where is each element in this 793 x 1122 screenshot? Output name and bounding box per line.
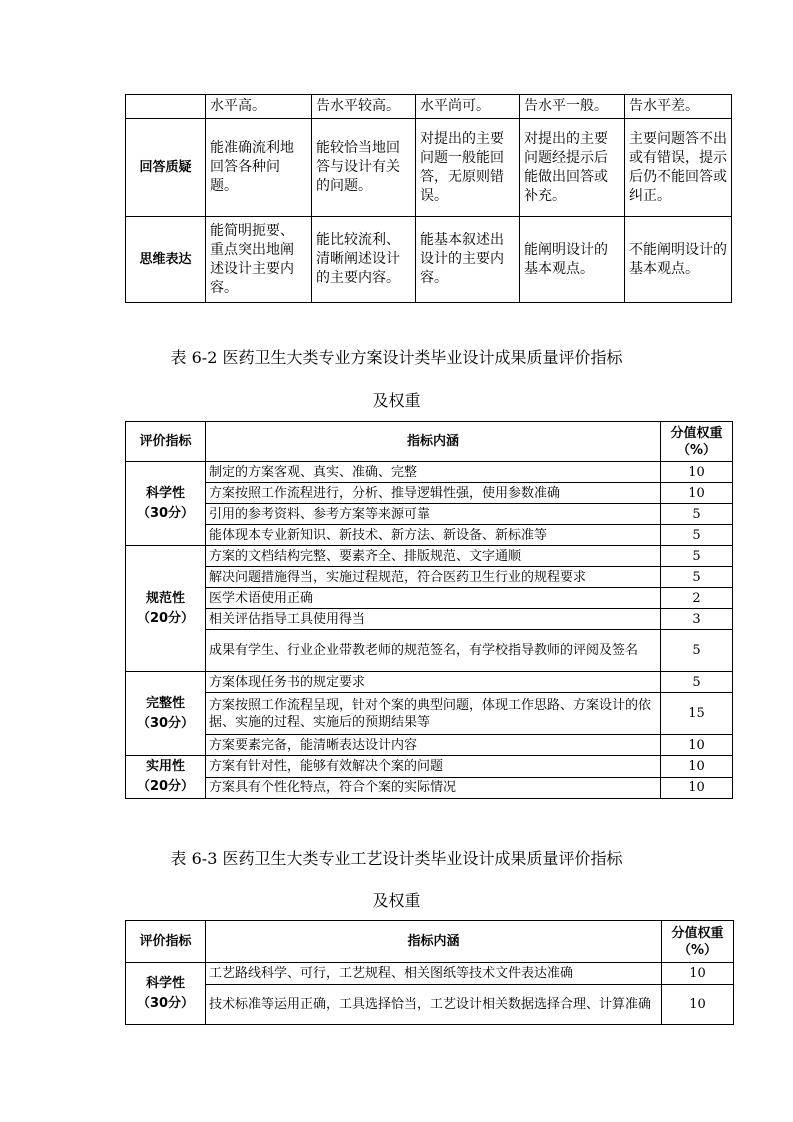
weight-cell: 5 (661, 525, 733, 546)
table-row (126, 546, 733, 567)
table-header-row (126, 921, 734, 963)
content-cell: 能体现本专业新知识、新技术、新方法、新设备、新标准等 (206, 525, 661, 546)
criterion-score: （30分） (136, 715, 195, 731)
table-row (126, 630, 733, 672)
content-cell: 技术标准等运用正确，工具选择恰当，工艺设计相关数据选择合理、计算准确 (206, 985, 662, 1025)
content-cell: 方案具有个性化特点，符合个案的实际情况 (206, 777, 661, 799)
table-row (126, 672, 733, 693)
criterion-name: 科学性 (145, 485, 185, 501)
criterion-cell (126, 963, 206, 1025)
header-content: 指标内涵 (206, 422, 661, 462)
table-cell: 对提出的主要问题经提示后能做出回答或补充。 (520, 119, 625, 217)
content-cell: 解决问题措施得当，实施过程规范，符合医药卫生行业的规程要求 (206, 567, 661, 588)
table-row (126, 483, 733, 504)
header-weight: 分值权重（%） (661, 422, 733, 462)
table-cell: 不能阐明设计的基本观点。 (625, 217, 732, 303)
table-cell: 能较恰当地回答与设计有关的问题。 (312, 119, 416, 217)
header-criterion: 评价指标 (126, 422, 206, 462)
weight-cell: 15 (661, 693, 733, 735)
content-cell: 相关评估指导工具使用得当 (206, 609, 661, 630)
table-row (126, 217, 732, 303)
criterion-cell (126, 672, 206, 756)
table-cell: 对提出的主要问题一般能回答，无原则错误。 (416, 119, 520, 217)
table-row (126, 95, 732, 119)
weight-cell: 10 (661, 756, 733, 778)
table-cell: 告水平差。 (625, 95, 732, 119)
table-cell: 告水平一般。 (520, 95, 625, 119)
criterion-cell (126, 756, 206, 799)
content-cell: 方案按照工作流程进行，分析、推导逻辑性强，使用参数准确 (206, 483, 661, 504)
scheme-design-criteria-table (125, 421, 733, 799)
criterion-name: 实用性 (145, 759, 185, 774)
weight-cell: 5 (661, 567, 733, 588)
row-label: 思维表达 (126, 217, 206, 303)
weight-cell: 10 (661, 735, 733, 756)
content-cell: 成果有学生、行业企业带教老师的规范签名，有学校指导教师的评阅及签名 (206, 630, 661, 672)
weight-cell: 3 (661, 609, 733, 630)
table-cell: 能简明扼要、重点突出地阐述设计主要内容。 (206, 217, 312, 303)
weight-cell: 2 (661, 588, 733, 609)
weight-cell: 10 (662, 963, 734, 985)
table-row (126, 504, 733, 525)
table-cell: 能准确流利地回答各种问题。 (206, 119, 312, 217)
weight-cell: 5 (661, 630, 733, 672)
criterion-score: （20分） (136, 779, 195, 794)
table-cell: 能基本叙述出设计的主要内容。 (416, 217, 520, 303)
content-cell: 方案按照工作流程呈现，针对个案的典型问题，体现工作思路、方案设计的依据、实施的过程、实施后的预期结果等 (206, 693, 661, 735)
table-row (126, 525, 733, 546)
row-label: 回答质疑 (126, 119, 206, 217)
table-row (126, 609, 733, 630)
table-cell: 水平高。 (206, 95, 312, 119)
criterion-score: （30分） (136, 505, 195, 521)
table-cell: 水平尚可。 (416, 95, 520, 119)
table-header-row (126, 422, 733, 462)
content-cell: 制定的方案客观、真实、准确、完整 (206, 462, 661, 483)
criterion-score: （30分） (136, 995, 195, 1011)
table-cell: 能比较流利、清晰阐述设计的主要内容。 (312, 217, 416, 303)
content-cell: 方案的文档结构完整、要素齐全、排版规范、文字通顺 (206, 546, 661, 567)
table-row (126, 985, 734, 1025)
table-row (126, 756, 733, 778)
criterion-name: 完整性 (145, 695, 185, 711)
criterion-score: （20分） (136, 610, 195, 626)
weight-cell: 10 (662, 985, 734, 1025)
table-row (126, 119, 732, 217)
weight-cell: 5 (661, 546, 733, 567)
header-criterion: 评价指标 (126, 921, 206, 963)
content-cell: 方案要素完备，能清晰表达设计内容 (206, 735, 661, 756)
content-cell: 方案体现任务书的规定要求 (206, 672, 661, 693)
table-caption-continued: 及权重 (372, 391, 421, 410)
evaluation-level-table (125, 94, 732, 303)
weight-cell: 10 (661, 462, 733, 483)
table-cell (126, 95, 206, 119)
weight-cell: 10 (661, 483, 733, 504)
content-cell: 工艺路线科学、可行，工艺规程、相关图纸等技术文件表达准确 (206, 963, 662, 985)
weight-cell: 10 (661, 777, 733, 799)
table-row (126, 693, 733, 735)
header-content: 指标内涵 (206, 921, 662, 963)
table-row (126, 963, 734, 985)
content-cell: 方案有针对性，能够有效解决个案的问题 (206, 756, 661, 778)
table-row (126, 735, 733, 756)
table-cell: 告水平较高。 (312, 95, 416, 119)
content-cell: 引用的参考资料、参考方案等来源可靠 (206, 504, 661, 525)
criterion-cell (126, 462, 206, 546)
table-cell: 能阐明设计的基本观点。 (520, 217, 625, 303)
table-caption: 表 6-2 医药卫生大类专业方案设计类毕业设计成果质量评价指标 (170, 348, 623, 367)
criterion-cell (126, 546, 206, 672)
table-row (126, 588, 733, 609)
process-design-criteria-table (125, 920, 734, 1025)
content-cell: 医学术语使用正确 (206, 588, 661, 609)
table-row (126, 777, 733, 799)
table-row (126, 462, 733, 483)
table-row (126, 567, 733, 588)
criterion-name: 规范性 (145, 590, 185, 606)
table-caption: 表 6-3 医药卫生大类专业工艺设计类毕业设计成果质量评价指标 (170, 849, 623, 868)
criterion-name: 科学性 (145, 975, 185, 991)
weight-cell: 5 (661, 672, 733, 693)
table-caption-continued: 及权重 (372, 891, 421, 910)
header-weight: 分值权重（%） (662, 921, 734, 963)
weight-cell: 5 (661, 504, 733, 525)
table-cell: 主要问题答不出或有错误，提示后仍不能回答或纠正。 (625, 119, 732, 217)
